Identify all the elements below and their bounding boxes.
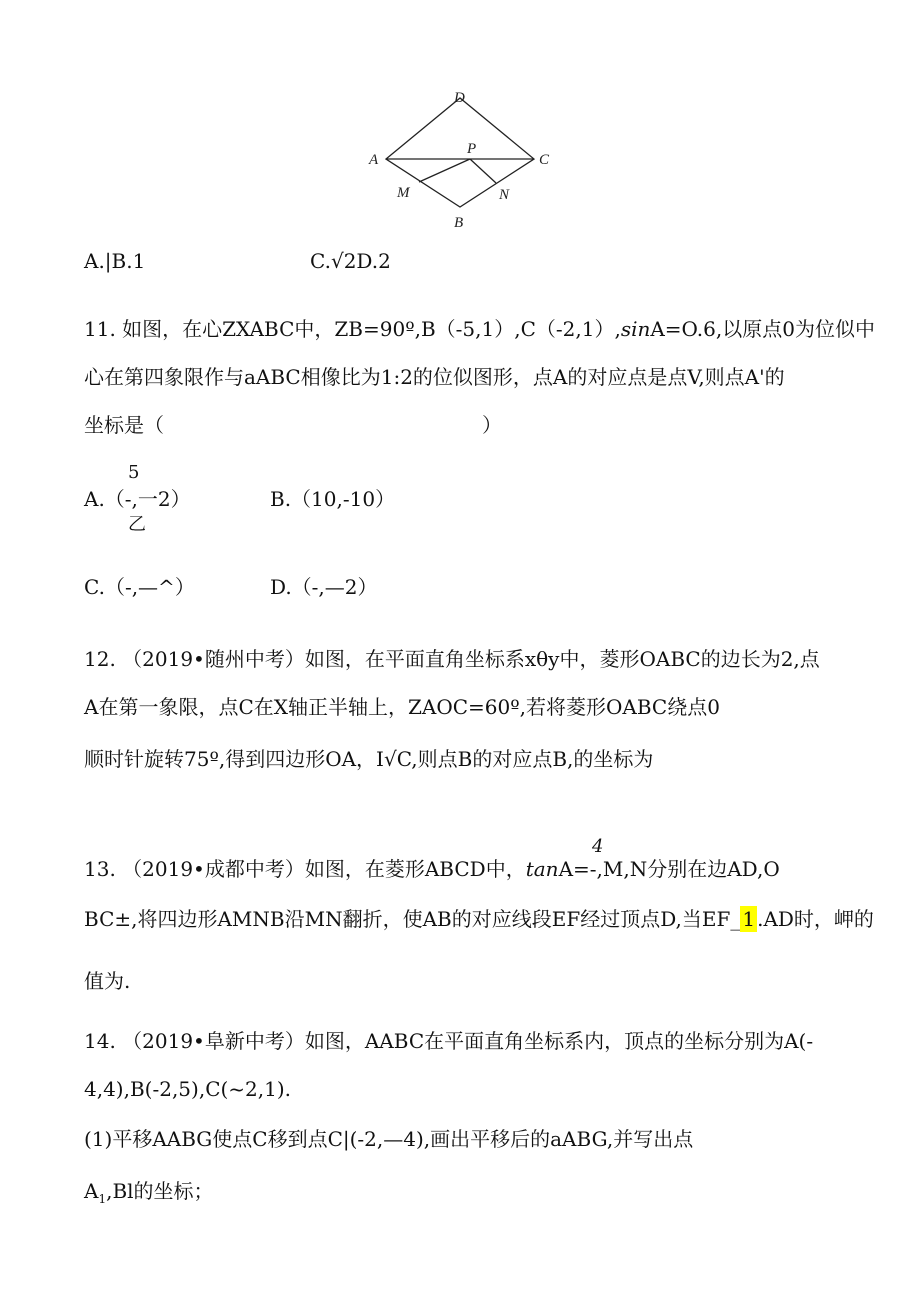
q13-line-1-b: A=-,M,N分别在边AD,O <box>558 857 780 881</box>
q12-line-2: A在第一象限，点C在X轴正半轴上，ZAOC=60º,若将菱形OABC绕点0 <box>84 695 720 719</box>
q13-line-1-a: 13. （2019•成都中考）如图，在菱形ABCD中， <box>84 857 526 881</box>
q12-line-1: 12. （2019•随州中考）如图，在平面直角坐标系xθy中，菱形OABC的边长为2,点 <box>84 647 820 671</box>
q11-line-3-a: 坐标是（ <box>84 413 164 437</box>
q13-line-1 <box>84 856 780 882</box>
q11-frac-top: 5 <box>128 462 140 483</box>
label-b: B <box>454 215 464 231</box>
q13-highlight: 1 <box>742 907 756 931</box>
segment-mp <box>419 159 470 182</box>
q11-option-c: C.（-,—^） <box>84 575 195 599</box>
q14-line-1: 14. （2019•阜新中考）如图，AABC在平面直角坐标系内，顶点的坐标分别为A(- <box>84 1029 814 1053</box>
q14-line-2: 4,4),B(-2,5),C(~2,1). <box>84 1077 292 1101</box>
q11-frac-bottom: 乙 <box>128 514 146 535</box>
q14-line-3: (1)平移AABG使点C移到点C|(-2,—4),画出平移后的aABG,并写出点 <box>84 1127 694 1151</box>
q13-line-2 <box>84 906 874 932</box>
q11-line-1-b: A=O.6,以原点0为位似中 <box>650 317 875 341</box>
label-a: A <box>369 152 379 168</box>
q14-line-4 <box>84 1178 214 1212</box>
q12-line-3: 顺时针旋转75º,得到四边形OA，I√C,则点B的对应点B,的坐标为 <box>84 747 654 771</box>
label-c: C <box>539 152 550 168</box>
q13-line-2-b: .AD时，岬的 <box>757 907 874 931</box>
q13-line-2-a: BC±,将四边形AMNB沿MN翻折，使AB的对应线段EF经过顶点D,当EF_ <box>84 907 741 931</box>
q14-line-4-b: ,Bl的坐标； <box>106 1179 214 1203</box>
q10-options-cd: C.√2D.2 <box>310 249 391 273</box>
q11-line-2: 心在第四象限作与aABC相像比为1:2的位似图形，点A的对应点是点V,则点A'的 <box>84 365 785 389</box>
q11-option-d: D.（-,—2） <box>270 575 378 599</box>
q10-options-ab: A.|B.1 <box>84 249 146 273</box>
q13-line-3: 值为. <box>84 969 131 993</box>
q11-line-1 <box>84 316 875 342</box>
q14-line-4-a: A <box>84 1179 99 1203</box>
q11-sin: sin <box>620 317 651 341</box>
q13-tan: tan <box>525 857 559 881</box>
label-m: M <box>397 185 410 201</box>
label-n: N <box>499 187 510 203</box>
label-p: P <box>467 141 477 157</box>
q14-line-4-sub: 1 <box>98 1192 107 1206</box>
label-d: D <box>454 90 465 106</box>
rhombus-figure <box>360 84 560 234</box>
q11-line-1-a: 11. 如图，在心ZXABC中，ZB=90º,B（-5,1）,C（-2,1）, <box>84 317 621 341</box>
q11-option-b: B.（10,-10） <box>270 487 396 511</box>
q11-option-a: A.（-,一2） <box>84 487 191 511</box>
q13-superscript: 4 <box>592 836 604 857</box>
q11-line-3-b: ） <box>482 413 502 437</box>
segment-pn <box>470 159 496 183</box>
